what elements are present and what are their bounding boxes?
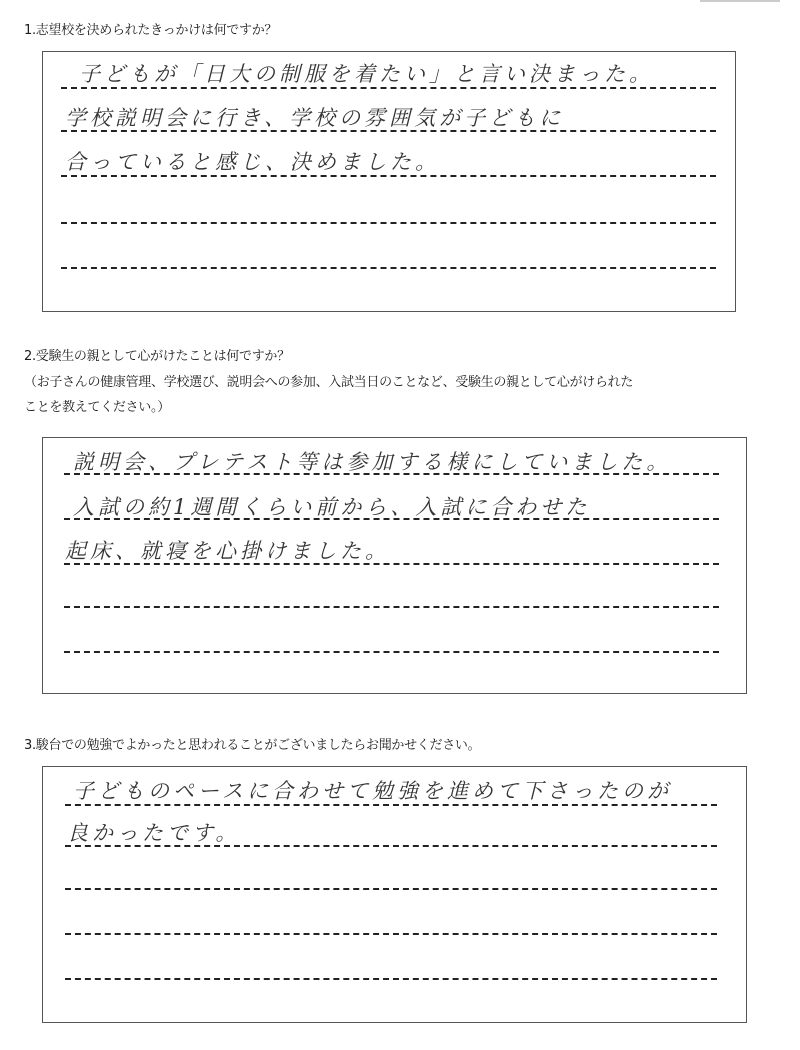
ruled-line (64, 606, 719, 608)
answer-3-line-1: 子どものペースに合わせて勉強を進めて下さったのが (73, 779, 672, 803)
question-3-label: 3.駿台での勉強でよかったと思われることがございましたらお聞かせください。 (24, 738, 481, 753)
answer-2-line-1: 説明会、プレテスト等は参加する様にしていました。 (73, 450, 672, 474)
ruled-line (65, 888, 717, 890)
ruled-line (61, 130, 716, 132)
answer-2-line-2: 入試の約1週間くらい前から、入試に合わせた (73, 495, 591, 519)
ruled-line (64, 473, 719, 475)
answer-1-line-1: 子どもが「日大の制服を着たい」と言い決まった。 (79, 62, 654, 86)
ruled-line (61, 175, 716, 177)
question-2-label: 2.受験生の親として心がけたことは何ですか？ (24, 349, 290, 364)
ruled-line (61, 87, 716, 89)
answer-1-line-2: 学校説明会に行き、学校の雰囲気が子どもに (65, 106, 565, 130)
ruled-line (61, 267, 716, 269)
answer-1-line-3: 合っていると感じ、決めました。 (65, 150, 440, 174)
ruled-line (64, 651, 719, 653)
ruled-line (65, 845, 717, 847)
question-2-sublabel-2: ことを教えてください。） (24, 400, 170, 415)
ruled-line (64, 518, 719, 520)
scan-edge-mark (700, 0, 780, 2)
ruled-line (65, 933, 717, 935)
answer-box-3 (42, 766, 747, 1023)
question-1-label: 1.志望校を決められたきっかけは何ですか？ (24, 23, 278, 38)
answer-3-line-2: 良かったです。 (67, 821, 241, 845)
answer-box-2 (42, 437, 747, 694)
answer-2-line-3: 起床、就寝を心掛けました。 (65, 539, 390, 563)
question-2-sublabel-1: （お子さんの健康管理、学校選び、説明会への参加、入試当日のことなど、受験生の親として心がけられた (24, 375, 634, 390)
answer-box-1 (42, 51, 736, 312)
ruled-line (65, 978, 717, 980)
ruled-line (61, 222, 716, 224)
ruled-line (64, 563, 719, 565)
ruled-line (65, 804, 717, 806)
